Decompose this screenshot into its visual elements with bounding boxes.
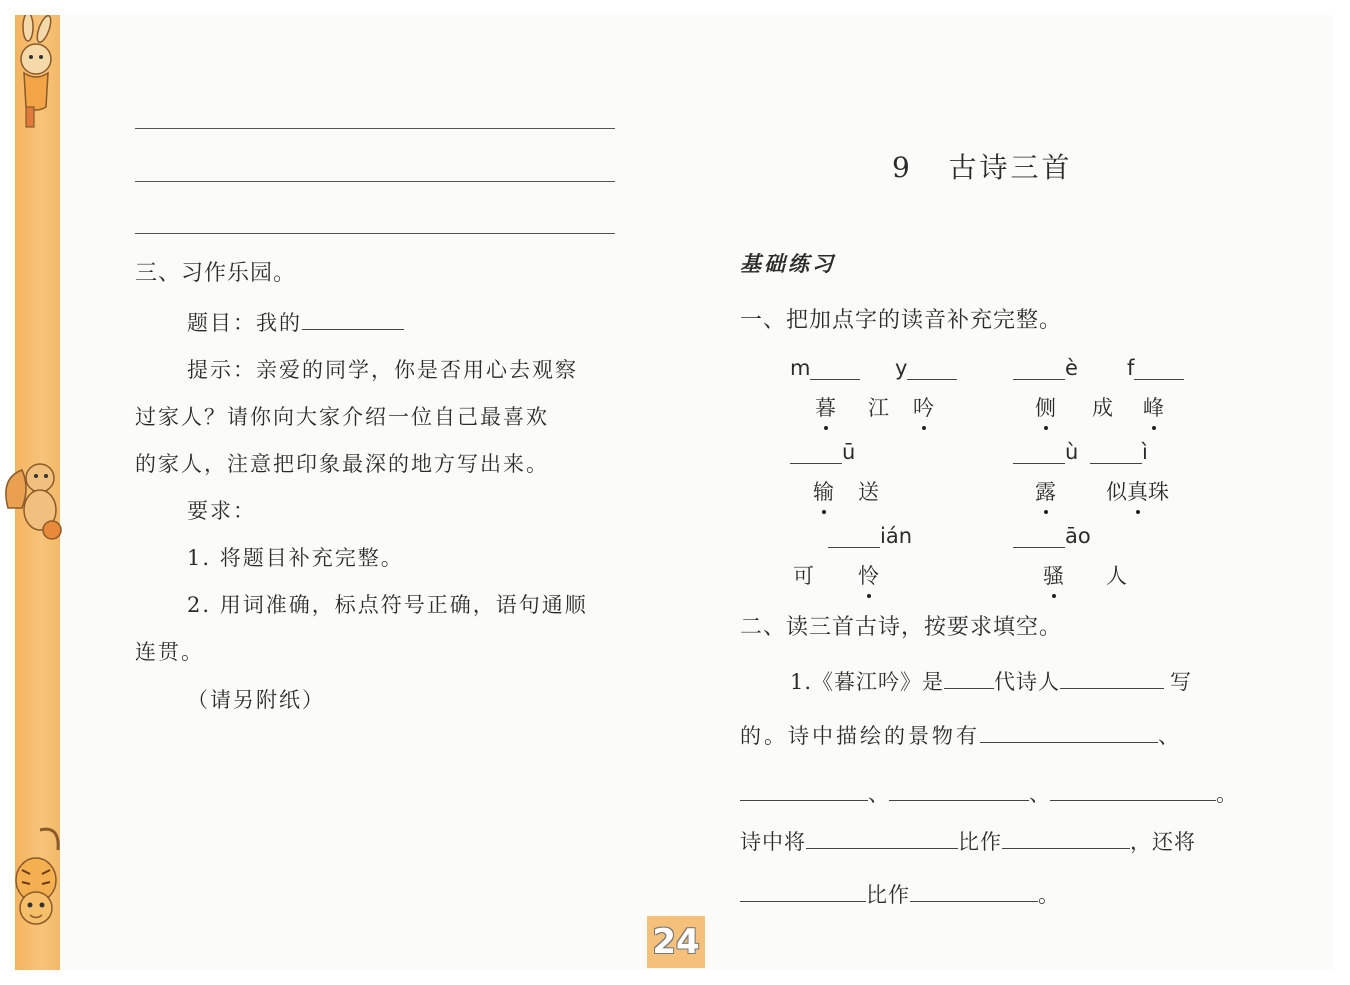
pinyin-blank[interactable] xyxy=(790,441,842,464)
q2-line-2 xyxy=(740,720,1182,750)
page-number: 24 xyxy=(647,916,705,968)
rabbit-cartoon-icon xyxy=(0,15,70,135)
q2-text: 代诗人 xyxy=(994,670,1061,694)
pinyin-i: ì xyxy=(1142,440,1148,464)
pinyin-ian: ián xyxy=(880,524,913,548)
question-1-heading: 一、把加点字的读音补充完整。 xyxy=(740,308,1063,333)
section-3-heading: 三、习作乐园。 xyxy=(135,261,297,286)
essay-topic xyxy=(187,307,404,337)
hint-line-1: 提示：亲爱的同学，你是否用心去观察 xyxy=(187,358,578,382)
hint-line-3: 的家人，注意把印象最深的地方写出来。 xyxy=(135,452,549,476)
dotted-char: 峰 xyxy=(1143,392,1164,422)
pinyin-blank[interactable] xyxy=(828,525,880,548)
requirements-label: 要求： xyxy=(187,499,256,523)
word-shu-song xyxy=(813,476,879,506)
pinyin-group-2 xyxy=(895,356,957,380)
metaphor-blank[interactable] xyxy=(740,881,866,902)
scenery-blank[interactable] xyxy=(889,780,1029,801)
pinyin-blank[interactable] xyxy=(1013,441,1065,464)
pinyin-group-1 xyxy=(790,356,860,380)
requirement-2-line-2: 连贯。 xyxy=(135,640,204,664)
hint-line-2: 过家人？请你向大家介绍一位自己最喜欢 xyxy=(135,405,549,429)
char: 可 xyxy=(793,564,814,588)
q2-text: 诗中将 xyxy=(740,830,806,854)
q2-line-5 xyxy=(740,879,1060,909)
metaphor-blank[interactable] xyxy=(1002,828,1130,849)
pinyin-m: m xyxy=(790,356,811,380)
pinyin-y: y xyxy=(895,356,908,380)
requirement-1: 1. 将题目补充完整。 xyxy=(187,546,404,570)
dotted-char: 真 xyxy=(1127,476,1148,506)
q2-text: 、 xyxy=(868,782,889,806)
q2-text: 、 xyxy=(1029,782,1050,806)
dotted-char: 侧 xyxy=(1035,392,1056,422)
lesson-number: 9 xyxy=(892,151,913,184)
scenery-blank[interactable] xyxy=(980,722,1158,743)
q2-text: 写 xyxy=(1170,670,1193,694)
writing-line-2 xyxy=(135,181,615,182)
q2-line-1 xyxy=(790,666,1192,696)
pinyin-blank[interactable] xyxy=(1013,525,1065,548)
lesson-name: 古诗三首 xyxy=(948,151,1073,184)
pinyin-group-6 xyxy=(1013,440,1078,464)
q2-text: 1.《暮江吟》是 xyxy=(790,670,945,694)
q2-text: 比作 xyxy=(958,830,1002,854)
lesson-title xyxy=(892,146,1073,186)
pinyin-ao: āo xyxy=(1065,524,1091,548)
topic-prefix: 题目：我的 xyxy=(187,311,302,335)
pinyin-blank[interactable] xyxy=(907,357,957,380)
scenery-blank[interactable] xyxy=(740,780,868,801)
word-ke-lian xyxy=(793,560,879,590)
q2-text: 的。诗中描绘的景物有 xyxy=(740,724,980,748)
q2-text: 、 xyxy=(1158,724,1182,748)
dynasty-blank[interactable] xyxy=(944,668,994,689)
pinyin-group-9 xyxy=(1013,524,1091,548)
pinyin-u2: ù xyxy=(1065,440,1079,464)
pinyin-blank[interactable] xyxy=(810,357,860,380)
topic-blank[interactable] xyxy=(302,309,404,330)
char: 人 xyxy=(1106,564,1127,588)
requirement-2-line-1: 2. 用词准确，标点符号正确，语句通顺 xyxy=(187,593,588,617)
pinyin-group-5 xyxy=(790,440,855,464)
q2-text: 比作 xyxy=(866,883,910,907)
q2-text: 。 xyxy=(1216,782,1237,806)
pinyin-blank[interactable] xyxy=(1013,357,1065,380)
writing-line-1 xyxy=(135,128,615,129)
tiger-cartoon-icon xyxy=(0,820,70,935)
practice-heading: 基础练习 xyxy=(740,252,836,276)
q2-line-3 xyxy=(740,778,1237,808)
squirrel-cartoon-icon xyxy=(0,448,70,543)
q2-line-4 xyxy=(740,826,1196,856)
pinyin-group-3 xyxy=(1013,356,1078,380)
q2-text: 。 xyxy=(1038,883,1060,907)
pinyin-group-7 xyxy=(1090,440,1148,464)
char: 珠 xyxy=(1148,480,1169,504)
word-lu-si-zhen-zhu xyxy=(1035,476,1169,506)
dotted-char: 吟 xyxy=(913,392,934,422)
dotted-char: 输 xyxy=(813,476,834,506)
pinyin-group-8 xyxy=(828,524,912,548)
metaphor-blank[interactable] xyxy=(806,828,958,849)
poet-blank[interactable] xyxy=(1060,668,1164,689)
writing-line-3 xyxy=(135,233,615,234)
scenery-blank[interactable] xyxy=(1050,780,1216,801)
attach-paper-note: （请另附纸） xyxy=(187,688,325,712)
question-2-heading: 二、读三首古诗，按要求填空。 xyxy=(740,615,1063,640)
word-ce-cheng-feng xyxy=(1035,392,1164,422)
pinyin-u: ū xyxy=(842,440,856,464)
q2-text: ，还将 xyxy=(1130,830,1196,854)
dotted-char: 骚 xyxy=(1043,560,1064,590)
pinyin-blank[interactable] xyxy=(1090,441,1142,464)
pinyin-e: è xyxy=(1065,356,1078,380)
metaphor-blank[interactable] xyxy=(910,881,1038,902)
word-sao-ren xyxy=(1043,560,1127,590)
pinyin-blank[interactable] xyxy=(1134,357,1184,380)
char: 江 xyxy=(868,396,889,420)
pinyin-group-4 xyxy=(1127,356,1184,380)
dotted-char: 怜 xyxy=(858,560,879,590)
dotted-char: 露 xyxy=(1035,476,1056,506)
char: 成 xyxy=(1092,396,1113,420)
char: 似 xyxy=(1106,480,1127,504)
char: 送 xyxy=(858,480,879,504)
word-mu-jiang-yin xyxy=(815,392,934,422)
dotted-char: 暮 xyxy=(815,392,836,422)
pinyin-f: f xyxy=(1127,356,1135,380)
